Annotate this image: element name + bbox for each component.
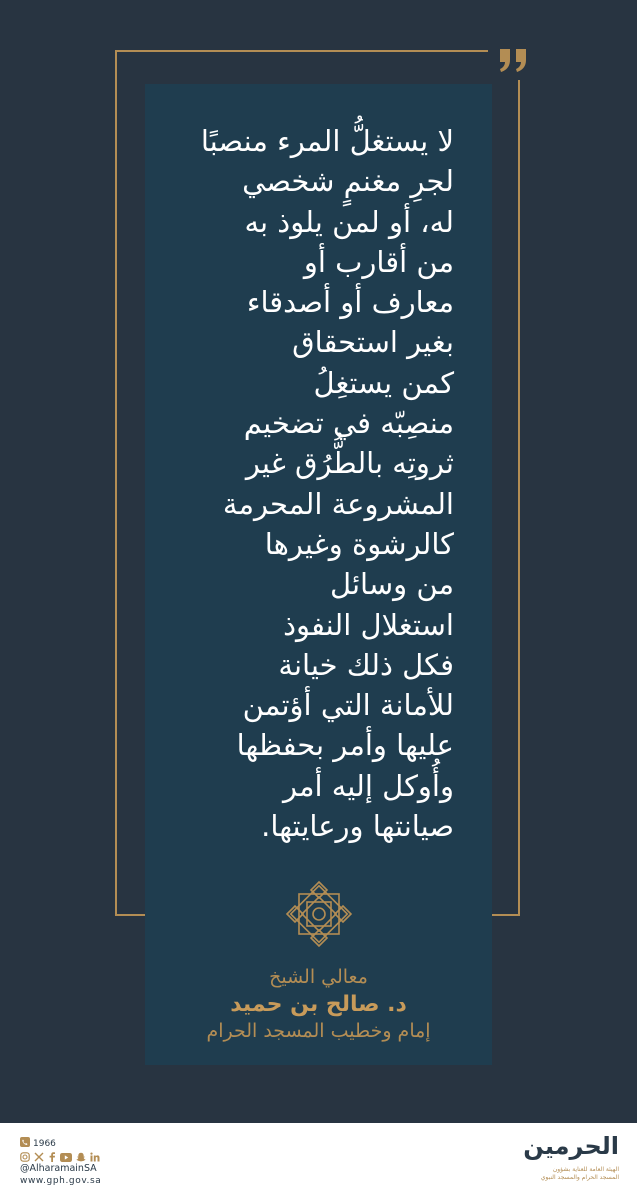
quote-line: كمن يستغِلُ	[313, 365, 454, 400]
quote-line: عليها وأمر بحفظها	[236, 728, 454, 763]
author-name: د. صالح بن حميد	[230, 992, 407, 1017]
ornament-icon	[277, 878, 361, 950]
quote-text	[178, 121, 454, 846]
quote-line: وأُوكل إليه أمر	[282, 768, 454, 803]
author-role: إمام وخطيب المسجد الحرام	[206, 1020, 431, 1042]
social-handle[interactable]: @AlharamainSA	[20, 1163, 97, 1174]
social-icons	[20, 1150, 100, 1163]
author-title: معالي الشيخ	[269, 966, 368, 988]
quote-line: للأمانة التي أؤتمن	[242, 688, 454, 723]
quote-line: معارف أو أصدقاء	[246, 285, 454, 320]
quote-line: لجرِ مغنمٍ شخصي	[242, 164, 454, 199]
quote-line: منصِبّه في تضخيم	[243, 406, 454, 441]
website-link[interactable]: www.gph.gov.sa	[20, 1176, 102, 1186]
quote-line: بغير استحقاق	[292, 325, 454, 360]
logo-subtitle-line-2: المسجد الحرام والمسجد النبوي	[540, 1174, 619, 1181]
quote-line: صيانتها ورعايتها.	[261, 809, 454, 844]
logo-subtitle	[499, 1166, 619, 1182]
quote-line: المشروعة المحرمة	[222, 486, 454, 521]
quote-line: لا يستغلُّ المرء منصبًا	[200, 124, 454, 158]
quote-line: له، أو لمن يلوذ به	[244, 204, 454, 239]
quote-line: فكل ذلك خيانة	[278, 647, 454, 682]
alharamain-logo: الحرمين	[523, 1132, 619, 1160]
quote-line: ثروتِه بالطُّرُق غير	[245, 446, 454, 481]
quote-line: استغلال النفوذ	[283, 607, 454, 642]
quote-line: من وسائل	[329, 567, 454, 602]
quote-line: من أقارب أو	[303, 244, 454, 279]
quote-line: كالرشوة وغيرها	[264, 526, 454, 561]
phone-number[interactable]: 1966	[33, 1138, 56, 1149]
logo-subtitle-line-1: الهيئة العامة للعناية بشؤون	[552, 1166, 619, 1173]
quote-mark-icon	[488, 40, 538, 80]
